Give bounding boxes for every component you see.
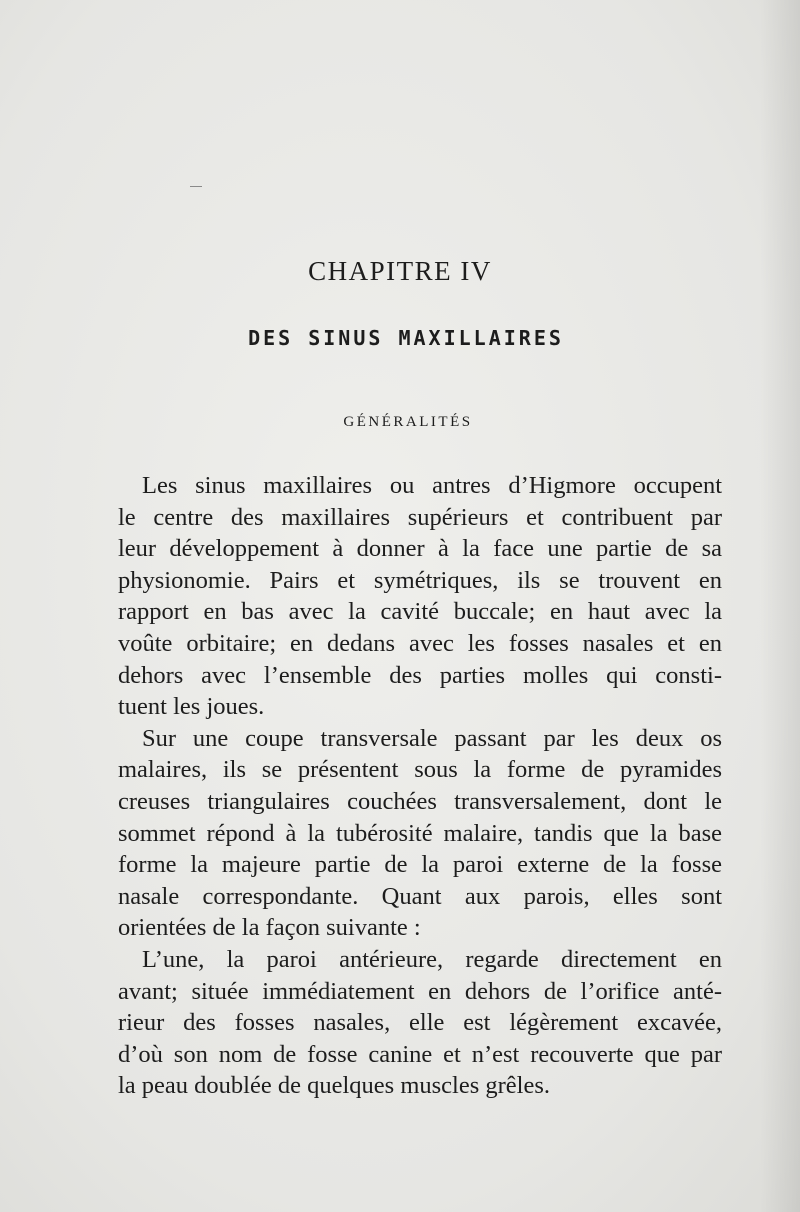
text-line: rieur des fosses nasales, elle est légèrement excavée,: [118, 1009, 722, 1037]
text-line: dehors avec l’ensemble des parties molles qui consti-: [118, 661, 722, 689]
subsection-title: GÉNÉRALITÉS: [343, 414, 473, 430]
text-line: forme la majeure partie de la paroi externe de la fosse: [118, 851, 722, 879]
chapter-title: CHAPITRE IV: [308, 256, 492, 286]
text-line: leur développement à donner à la face une partie de sa: [118, 535, 722, 563]
page-mark: [190, 186, 202, 187]
section-title: DES SINUS MAXILLAIRES: [248, 326, 564, 350]
paragraph: [118, 470, 722, 723]
text-line: rapport en bas avec la cavité buccale; en haut avec la: [118, 598, 722, 626]
text-line: tuent les joues.: [118, 693, 265, 721]
text-line: Les sinus maxillaires ou antres d’Higmore occupent: [142, 472, 722, 499]
text-line: d’où son nom de fosse canine et n’est recouverte que par: [118, 1040, 722, 1068]
text-line: le centre des maxillaires supérieurs et contribuent par: [118, 503, 722, 531]
text-line: sommet répond à la tubérosité malaire, tandis que la base: [118, 819, 722, 847]
text-line: nasale correspondante. Quant aux parois, elles sont: [118, 882, 722, 910]
text-line: voûte orbitaire; en dedans avec les fosses nasales et en: [118, 629, 722, 657]
text-line: orientées de la façon suivante :: [118, 914, 421, 942]
text-line: Sur une coupe transversale passant par les deux os: [142, 724, 722, 752]
body-text: [118, 470, 722, 1102]
text-line: malaires, ils se présentent sous la forme de pyramides: [118, 756, 722, 784]
text-line: la peau doublée de quelques muscles grêles.: [118, 1072, 551, 1100]
paragraph: [118, 723, 722, 944]
text-line: avant; située immédiatement en dehors de l’orifice anté-: [118, 977, 722, 1005]
text-line: L’une, la paroi antérieure, regarde directement en: [142, 945, 722, 973]
paragraph: [118, 944, 722, 1102]
text-line: physionomie. Pairs et symétriques, ils se trouvent en: [118, 566, 722, 594]
text-line: creuses triangulaires couchées transversalement, dont le: [118, 787, 722, 815]
